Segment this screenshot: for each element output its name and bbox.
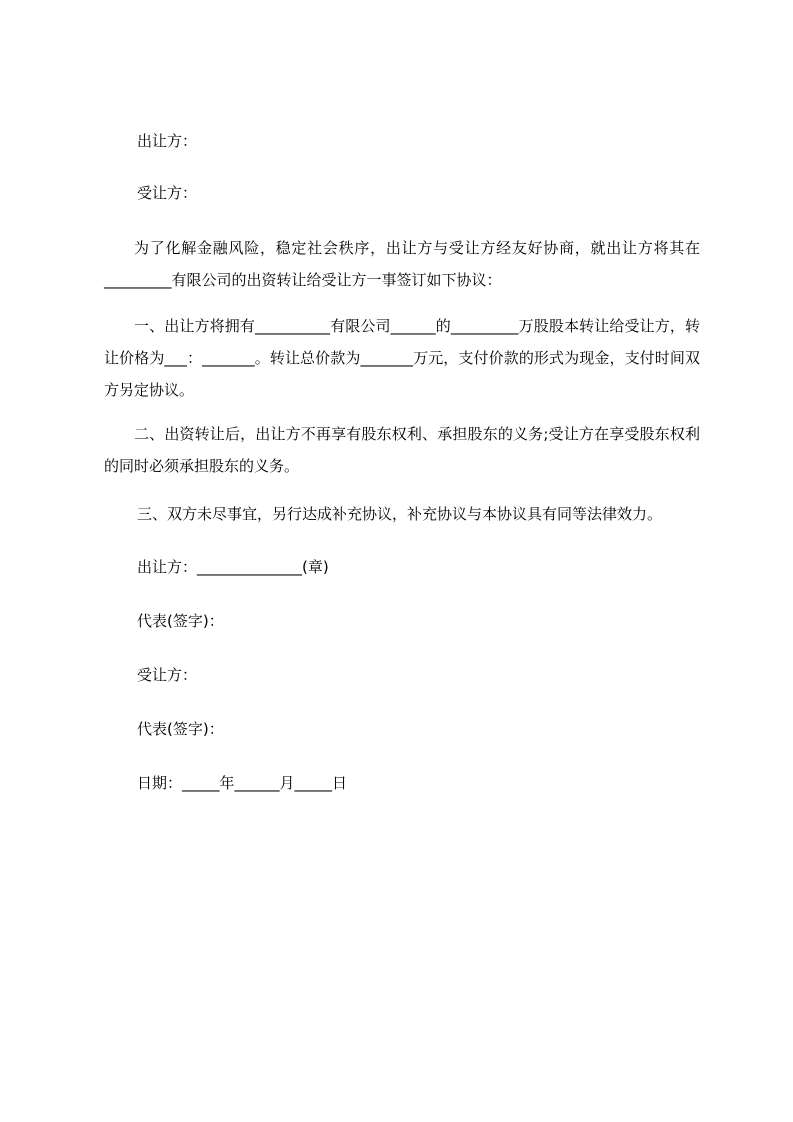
transferee-label: 受让方： — [137, 184, 198, 202]
sign-transferee: 受让方： — [137, 666, 198, 684]
intro-paragraph: 为了化解金融风险，稳定社会秩序，出让方与受让方经友好协商，就出让方将其在_________有限公司的出资转让给受让方一事签订如下协议： — [104, 239, 700, 289]
sign-transferor: 出让方：______________(章) — [137, 558, 329, 576]
clause-two: 二、出资转让后，出让方不再享有股东权利、承担股东的义务;受让方在享受股东权利的同时必须承担股东的义务。 — [104, 425, 700, 475]
clause-one: 一、出让方将拥有__________有限公司______的_________万股股本转让给受让方，转让价格为___：_______。转让总价款为_______万元，支付价款的形式为现金，支付时间双方另定协议。 — [104, 317, 700, 399]
transferor-label: 出让方： — [137, 132, 198, 150]
date-line: 日期：_____年______月_____日 — [137, 774, 348, 792]
sign-representative-1: 代表(签字)： — [137, 612, 224, 630]
clause-three: 三、双方未尽事宜，另行达成补充协议，补充协议与本协议具有同等法律效力。 — [137, 505, 663, 523]
sign-representative-2: 代表(签字)： — [137, 720, 224, 738]
